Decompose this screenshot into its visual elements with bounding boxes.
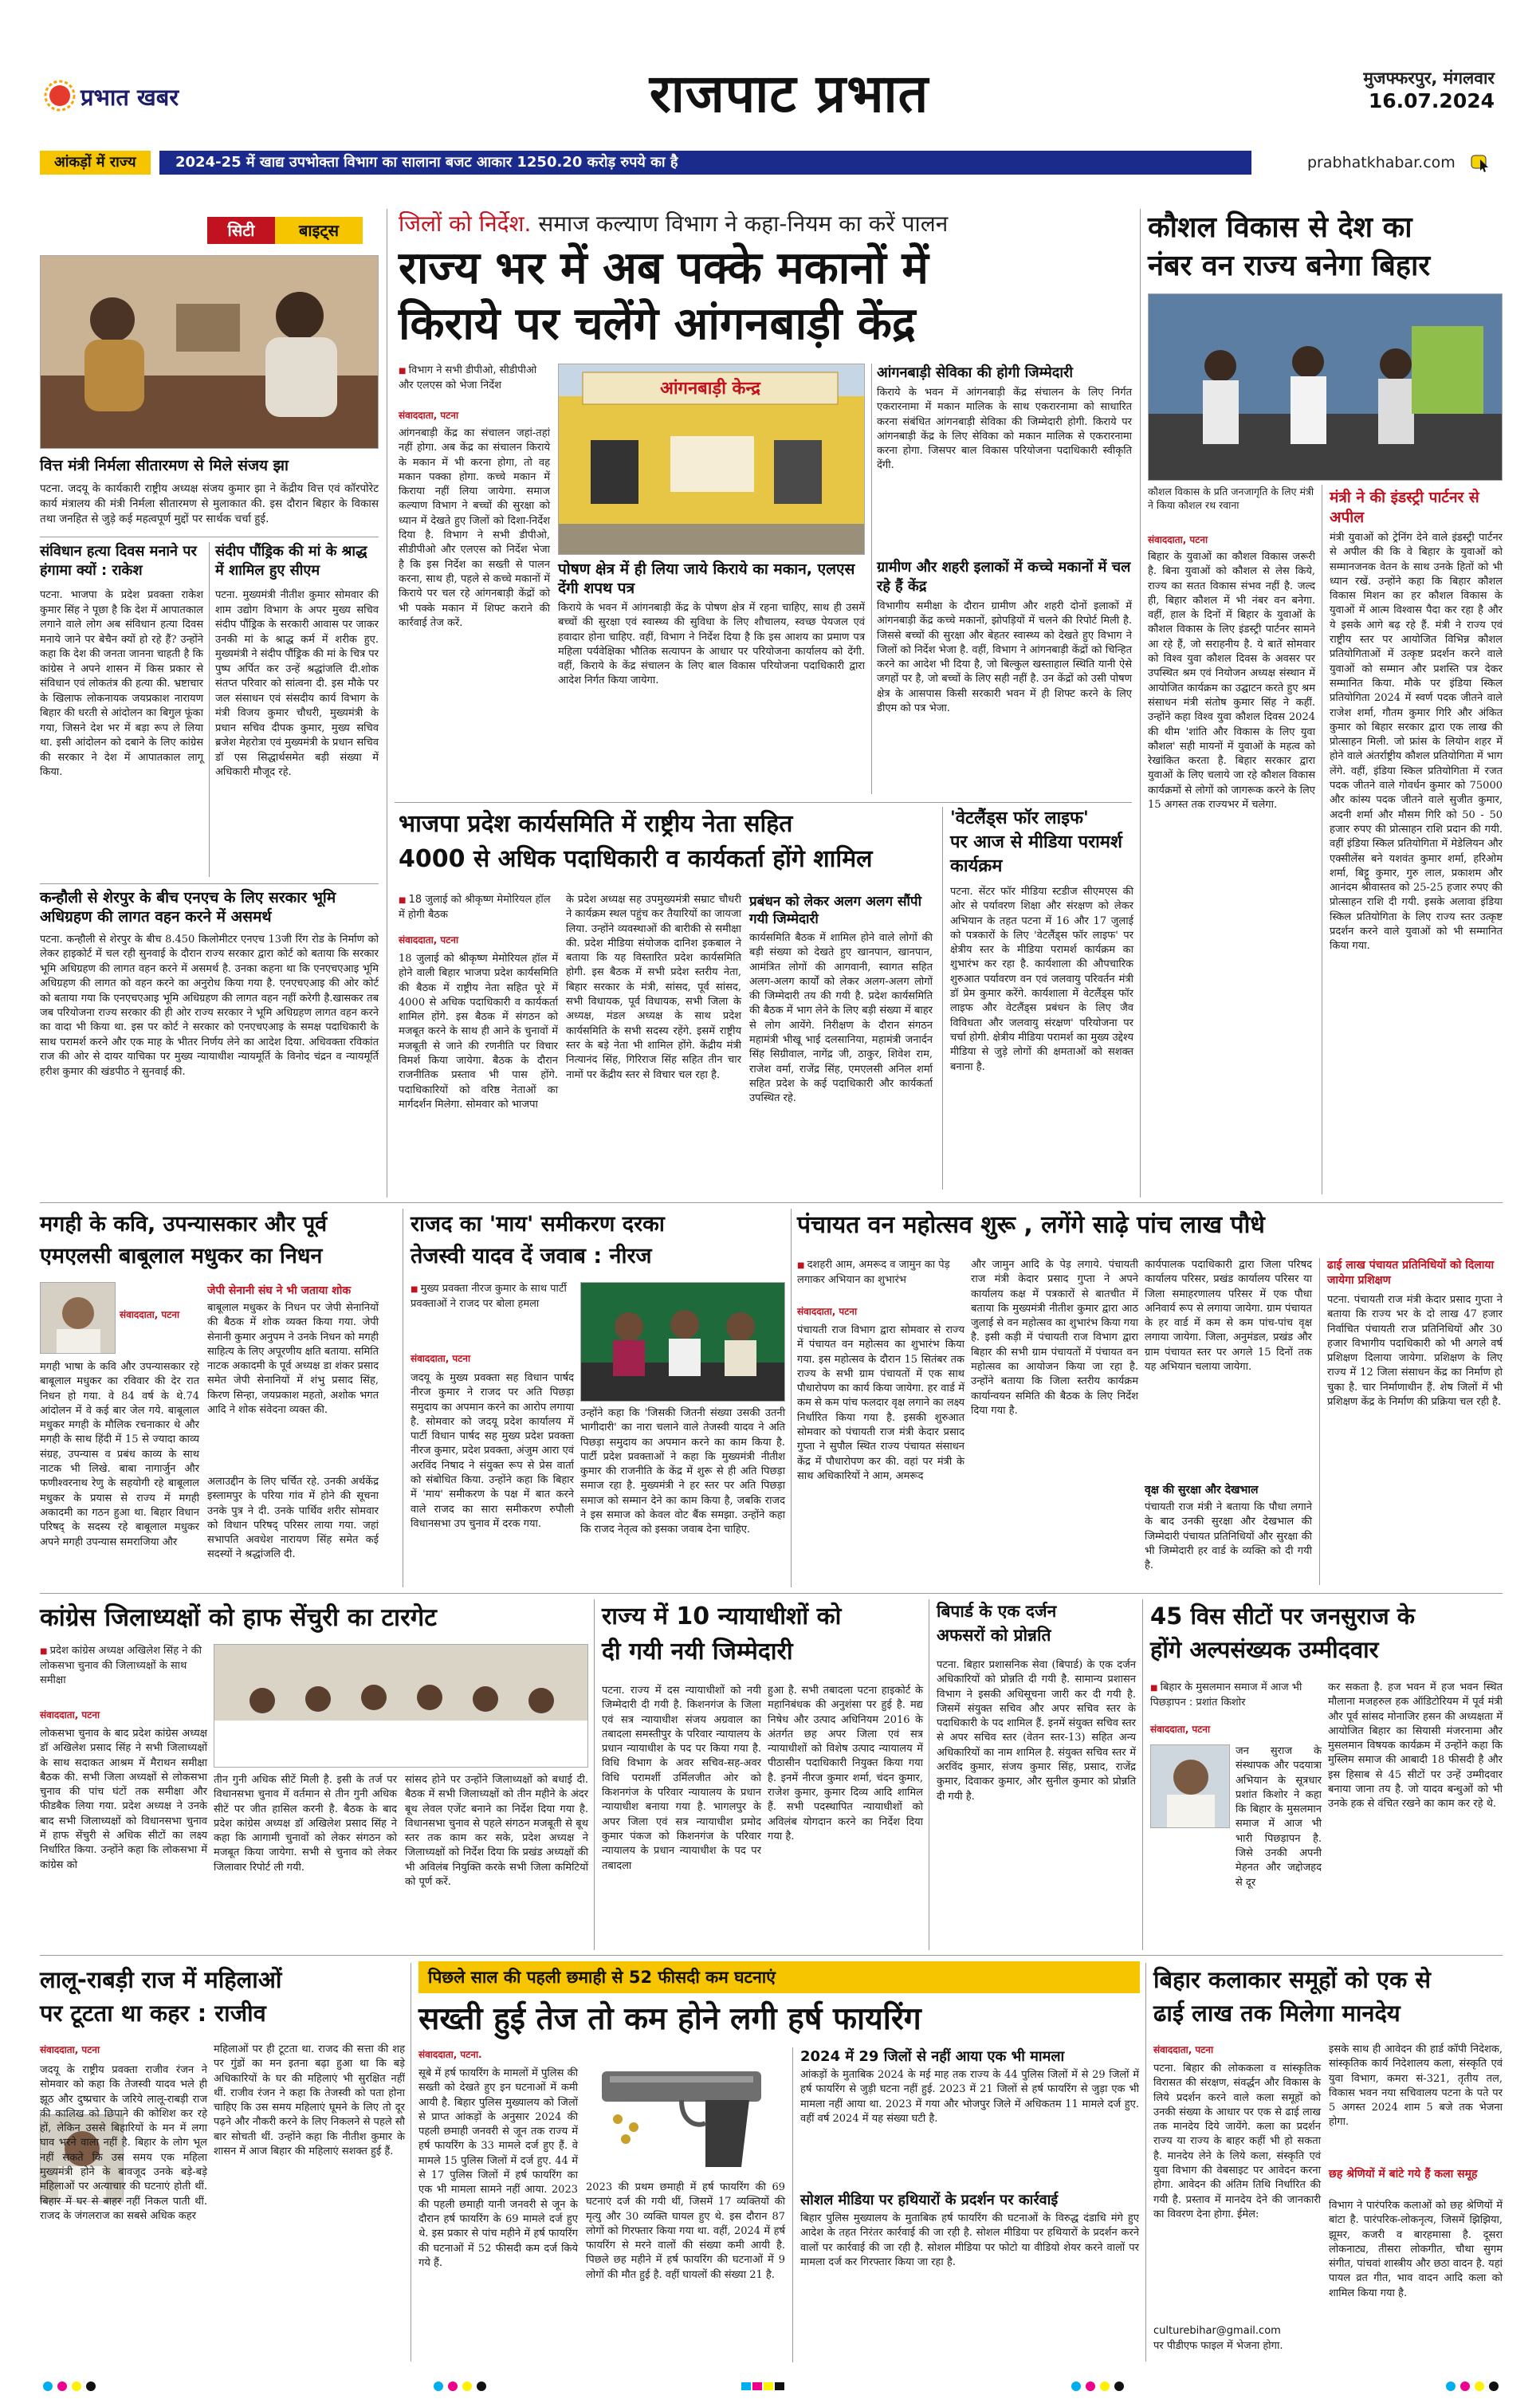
wetlands-headline-2: पर आज से मीडिया परामर्श कार्यक्रम xyxy=(950,832,1122,876)
skill-side-body: मंत्री युवाओं को ट्रेनिंग देने वाले इंडस्ट्री पार्टनर से अपील की कि वे बिहार के युवाओं को सम्मानजनक वेतन के साथ उनके हितों को भी ध्यान रखें. उन्होंने कहा कि बिहार कौशल विकास मिशन का हर कौशल विकास के युवाओं में आत्म विश्वास पैदा कर रहा है और ये इसके आगे बढ़ रहे हैं. मंत्री ने राज्य एवं राष्ट्रीय स्तर पर आयोजित विभिन्न कौशल प्रतियोगिताओं में उत्कृष्ट प्रदर्शन करने वाले युवाओं को सम्मान और प्रशस्ति पत्र देकर सम्मानित किया. मौके पर इंडिया स्किल प्रतियोगिता 2024 में स्वर्ण पदक जीतने वाले राजेश शर्मा, गौतम कुमार गिरि और अंकित कुमार को बिहार सरकार द्वारा एक लाख की प्रोत्साहन मिली. जो फ्रांस के लियोन शहर में होने वाले अंतर्राष्ट्रीय कौशल प्रतियोगिता में भाग लेंगे. वहीं, इंडिया स्किल प्रतियोगिता में रजत पदक जीतने वाले गोवर्धन कुमार को 75000 और कांस्य पदक जीतने वाले सुजीत कुमार, अदनी शर्मा और मौसम गिरि को 50 - 50 हजार रुपए की प्रोत्साहन राशि प्रदान की गयी. वहीं इंडिया स्किल प्रतियोगिता में मेडेलियन और एक्सीलेंस बने यशवंत कुमार शर्मा, हरिओम शर्मा, बिट्टू कुमार, गुरु लाल, प्रकाशम और आनंदम श्रीवास्तव को 25-25 हजार रुपए की प्रोत्साहन राशि दी गयी. इसके अलावा इंडिया स्किल प्रतियोगिता के लिए राज्य स्तर उत्कृष्ट प्रदर्शन करने वाले युवाओं को भी सम्मानित किया गया. xyxy=(1330,532,1503,953)
lead-col1: आंगनबाड़ी केंद्र का संचालन जहां-तहां नहीं होगा. अब केंद्र का संचालन किराये के मकान में भी करना होगा, तो वह मकान पक्का होगा. कच्चे मकान में किराया नहीं लिया जायेगा. समाज कल्याण विभाग ने बच्चों की सुरक्षा को ध्यान में देखते हुए जिलों को दिशा-निर्देश दिया है. विभाग ने सभी डीपीओ, सीडीपीओ और एलएस को निर्देश भेजा है कि इस निर्देश का सख्ती से पालन करना, साथ ही, पहले से कच्चे मकानों में किराये पर चल रहे आंगनबाड़ी केंद्रों को भी पक्के मकान में शिफ्ट कराने की कार्रवाई तेज करें. xyxy=(399,427,550,629)
judges-headline-2: दी गयी नयी जिम्मेदारी xyxy=(602,1638,793,1666)
congress-body2: तीन गुनी अधिक सीटें मिली है. इसी के तर्ज पर विधानसभा चुनाव में वर्तमान से तीन गुनी अधिक सीटें पर जीत हासिल करनी है. बैठक के बाद प्रदेश कांग्रेस अध्यक्ष डॉ अखिलेश प्रसाद सिंह ने कहा कि आगामी चुनावों को लेकर संगठन को मजबूत किया जायेगा. सभी से चुनाव को लेकर जिलावार रिपोर्ट ली गयी. xyxy=(214,1774,397,1874)
maghi-byline: संवाददाता, पटना xyxy=(120,1309,180,1320)
bytes-tab: बाइट्स xyxy=(275,217,363,244)
congress-body3: सांसद होने पर उन्होंने जिलाध्यक्षों को बधाई दी. बैठक में सभी जिलाध्यक्षों को तीन महीने के अंदर बूथ लेवल एजेंट बनाने का निर्देश दिया गया है. विधानसभा चुनाव से पहले संगठन मजबूती से बूथ स्तर तक काम कर सके, प्रदेश अध्यक्ष ने जिलाध्यक्षों को निर्देश दिया कि प्रखंड अध्यक्षों की भी अविलंब नियुक्ति करके सभी जिला कमिटियों को पूर्ण करें. xyxy=(405,1774,588,1889)
firing-sub2-headline: सोशल मीडिया पर हथियारों के प्रदर्शन पर कार्रवाई xyxy=(800,2192,1059,2208)
lead-bullet: ■ विभाग ने सभी डीपीओ, सीडीपीओ और एलएस को भेजा निर्देश xyxy=(399,364,550,393)
bjp-headline-1: भाजपा प्रदेश कार्यसमिति में राष्ट्रीय नेता सहित xyxy=(399,810,793,838)
congress-body1: लोकसभा चुनाव के बाद प्रदेश कांग्रेस अध्यक्ष डॉ अखिलेश प्रसाद सिंह ने सभी जिलाध्यक्षों के साथ सदाकत आश्रम में मैराथन समीक्षा बैठक की. सभी जिला अध्यक्षों से लोकसभा चुनाव की पांच घंटों तक समीक्षा और फीडबैक लिया गया. प्रदेश अध्यक्ष ने उनके बाद सभी जिलाध्यक्षों को विधानसभा चुनाव में हाफ सेंचुरी से अधिक सीटों का लक्ष्य निर्धारित किया. उन्होंने कहा कि लोकसभा में कांग्रेस को xyxy=(40,1728,207,1871)
kicker-red: जिलों को निर्देश. xyxy=(399,210,532,237)
logo-text: प्रभात खबर xyxy=(81,84,179,111)
maghi-body3: अलाउद्दीन के लिए चर्चित रहे. उनकी अर्थकेंद्र इस्लामपुर के परिया गांव में होने की सूचना उनके पुत्र ने दी. उनके पार्थिव शरीर सोमवार को विधान परिषद् परिसर लाया गया. जहां सभापति अवधेश नारायण सिंह समेत कई सदस्यों ने श्रद्धांजलि दी. xyxy=(207,1476,379,1561)
byte1-body: पटना. जदयू के कार्यकारी राष्ट्रीय अध्यक्ष संजय कुमार झा ने केंद्रीय वित्त एवं कॉरपोरेट कार्य मंत्रालय की मंत्री निर्मला सीतारमण से मुलाकात की. इस दौरान बिहार के विकास तथा जनहित से जुड़े कई महत्वपूर्ण मुद्दों पर सार्थक चर्चा हुई. xyxy=(40,482,379,525)
photo-event xyxy=(1149,294,1503,481)
byte1-headline: वित्त मंत्री निर्मला सीतारमण से मिले संजय झा xyxy=(40,457,289,474)
van-byline: संवाददाता, पटना xyxy=(797,1306,858,1317)
artists-body1-tail: पर पीडीएफ फाइल में भेजना होगा. xyxy=(1153,2340,1283,2352)
ticker-bar xyxy=(40,148,1500,177)
city-tab: सिटी xyxy=(207,217,275,244)
rjd-body1: जदयू के मुख्य प्रवक्ता सह विधान पार्षद नीरज कुमार ने राजद पर अति पिछड़ा समुदाय का अपमान करने का आरोप लगाया है. सोमवार को जदयू प्रदेश कार्यालय में पार्टी विधान पार्षद सह मुख्य प्रदेश प्रवक्ता नीरज कुमार, प्रदेश प्रवक्ता, अंजुम आरा एवं अरविंद निषाद ने संयुक्त रूप से प्रेस वार्ता को संबोधित किया. उन्होंने कहा कि बिहार में 'माय' समीकरण के पक्ष में बात करने वाले राजद का सारा समीकरण रुपौली विधानसभा उप चुनाव में दरक गया. xyxy=(411,1372,574,1530)
firing-sub1-headline: 2024 में 29 जिलों से नहीं आया एक भी मामला xyxy=(800,2048,1065,2065)
van-sub2-body: पटना. पंचायती राज मंत्री केदार प्रसाद गुप्ता ने बताया कि राज्य भर के दो लाख 47 हजार निर्वाचित पंचायती राज प्रतिनिधियों और 30 हजार विभागीय पदाधिकारी को भी अगले वर्ष प्रशिक्षण दिलाया जायेगा. प्रशिक्षण के लिए राज्य में 12 जिला संसाधन केंद्र का निर्माण हो चुका है. चार निर्माणाधीन हैं. शेष जिलों में भी प्रशिक्षण केंद्र के निर्माण की प्रक्रिया चल रही है. xyxy=(1327,1294,1503,1409)
bipard-headline-2: अफसरों को प्रोन्नति xyxy=(937,1626,1051,1645)
rajiv-body1: जदयू के राष्ट्रीय प्रवक्ता राजीव रंजन ने सोमवार को कहा कि तेजस्वी यादव भले ही झूठ और दुष्प्रचार के जरिये लालू-राबड़ी राज की कालिख को छिपाने की कोशिश कर रहे हों, लेकिन उससे बिहारियों के मन में लगा घाव भरने वाला नहीं है. बिहार के लोग भूल नहीं सकते कि उस समय एक महिला मुख्यमंत्री होने के बावजूद उनके बड़े-बड़े महिलाओं पर अत्याचार की घटनाएं होती थीं. बिहार में घर से बाहर नहीं निकल पाती थीं. राजद के जंगलराज का सबसे अधिक कहर xyxy=(40,2064,207,2222)
jansuraj-bullet: ■ बिहार के मुसलमान समाज में आज भी पिछड़ापन : प्रशांत किशोर xyxy=(1150,1681,1322,1710)
rajiv-headline-2: पर टूटता था कहर : राजीव xyxy=(40,2000,266,2027)
bjp-body1: 18 जुलाई को श्रीकृष्ण मेमोरियल हॉल में होने वाली बिहार भाजपा प्रदेश कार्यसमिति की बैठक में राष्ट्रीय नेता सहित पूरे में 4000 से अधिक पदाधिकारी व कार्यकर्ता शामिल होंगे. इस बैठक में संगठन को मजबूत करने के साथ ही आने के चुनावों में मजबूती से जाने की रणनीति पर विचार विमर्श किया जायेगा. बैठक के दौरान राजनीतिक प्रस्ताव भी पास होंगे. पदाधिकारियों को वरिष्ठ नेताओं का मार्गदर्शन मिलेगा. सोमवार को भाजपा xyxy=(399,953,558,1111)
rjd-press-photo xyxy=(580,1282,785,1402)
lead-sub2-headline: आंगनबाड़ी सेविका की होगी जिम्मेदारी xyxy=(877,364,1074,381)
bjp-body2: के प्रदेश अध्यक्ष सह उपमुख्यमंत्री सम्राट चौधरी ने कार्यक्रम स्थल पहुंच कर तैयारियों का जायजा लिया. उन्होंने व्यवस्थाओं की बारीकी से समीक्षा की. प्रदेश मीडिया संयोजक दानिश इकबाल ने बताया कि यह विस्तारित प्रदेश कार्यसमिति होगी. इस बैठक में सभी प्रदेश स्तरीय नेता, बिहार सरकार के मंत्री, सांसद, पूर्व सांसद, सभी विधायक, पूर्व विधायक, सभी जिला के अध्यक्ष, मंडल अध्यक्ष के साथ प्रदेश कार्यसमिति के सभी सदस्य रहेंगे. इसमें राष्ट्रीय स्तर के बड़े नेता भी शामिल होंगे. केंद्रीय मंत्री नित्यानंद सिंह, गिरिराज सिंह सहित तीन चार नामों पर केंद्रीय स्तर से विचार चल रहा है. xyxy=(566,894,741,1081)
artists-body1: पटना. बिहार की लोककला व सांस्कृतिक विरासत की संरक्षण, संवर्द्धन और विकास के लिये प्रदर्शन करने वाले कला समूहों को उनकी संख्या के आधार पर एक से ढाई लाख तक मानदेय दिये जायेंगे. कला का प्रदर्शन राज्य या राज्य के बाहर कहीं भी हो सकता है. मानदेय लेने के लिये कला, संस्कृति एवं युवा विभाग की वेबसाइट पर आवेदन करना होगा. आवेदन की अंतिम तिथि निर्धारित की गयी है. प्रस्ताव में मानदेय देने की जानकारी का विवरण देना होगा. ईमेल: xyxy=(1153,2063,1321,2220)
byte4-headline: कन्हौली से शेरपुर के बीच एनएच के लिए सरकार भूमि अधिग्रहण की लागत वहन करने में असमर्थ xyxy=(40,889,336,926)
firing-sub2-body: बिहार पुलिस मुख्यालय के मुताबिक हर्ष फायरिंग की घटनाओं के विरुद्ध दंडाधि मंगे हुए आदेश के तहत निरंतर कार्रवाई की जा रही है. सोशल मीडिया पर हथियारों के प्रदर्शन करने वालों पर कार्रवाई की जा रही है. सोशल मीडिया पर फोटो या वीडियो शेयर करने वालों पर मामला दर्ज कर गिरफ्तार किया जा रहा है. xyxy=(800,2212,1139,2268)
artists-body2: इसके साथ ही आवेदन की हार्ड कॉपी निदेशक, सांस्कृतिक कार्य निदेशालय कला, संस्कृति एवं युवा विभाग, कमरा सं-321, तृतीय तल, विकास भवन नया सचिवालय पटना के पते पर 5 अगस्त 2024 शाम 5 बजे तक भेजना होगा. xyxy=(1329,2043,1503,2129)
lead-headline-1: राज्य भर में अब पक्के मकानों में xyxy=(399,242,929,294)
pistol-icon xyxy=(586,2047,785,2175)
congress-byline: संवाददाता, पटना xyxy=(40,1709,100,1721)
bjp-headline-2: 4000 से अधिक पदाधिकारी व कार्यकर्ता होंगे शामिल xyxy=(399,845,873,873)
cursor-click-icon xyxy=(1471,153,1493,172)
prabhat-khabar-logo xyxy=(44,73,235,121)
van-headline: पंचायत वन महोत्सव शुरू , लगेंगे साढ़े पांच लाख पौधे xyxy=(797,1211,1265,1239)
jansuraj-headline-2: होंगे अल्पसंख्यक उम्मीदवार xyxy=(1150,1636,1379,1663)
congress-bullet: ■ प्रदेश कांग्रेस अध्यक्ष अखिलेश सिंह ने की लोकसभा चुनाव की जिलाध्यक्षों के साथ समीक्षा xyxy=(40,1644,207,1688)
artists-headline-1: बिहार कलाकार समूहों को एक से xyxy=(1153,1966,1431,1993)
skill-photo xyxy=(1148,293,1503,481)
bjp-sub-body: कार्यसमिति बैठक में शामिल होने वाले लोगों की बड़ी संख्या को देखते हुए खानपान, खानपान, आमंत्रित लोगों की आगवानी, स्वागत सहित अलग-अलग कार्यों को लेकर अलग-अलग लोगों की जिम्मेदारी तय की गयी है. प्रदेश कार्यसमिति की बैठक में भाग लेने के लिए बड़ी संख्या में बाहर से लोग आयेंगे. निरीक्षण के दौरान संगठन महामंत्री भीखू भाई दलसानिया, महामंत्री जनार्दन सिंह सिग्रीवाल, नागेंद्र जी, ठाकुर, शिवेश राम, राजेश वर्मा, राजेंद्र सिंह, एमएलसी अनिल शर्मा सहित प्रदेश के कई पदाधिकारी और कार्यकर्ता उपस्थित रहे. xyxy=(749,932,933,1105)
rjd-headline-2: तेजस्वी यादव दें जवाब : नीरज xyxy=(411,1244,652,1268)
sun-logo-icon xyxy=(44,80,76,112)
lead-sub1-headline: पोषण क्षेत्र में ही लिया जाये किराये का मकान, एलएस देंगी शपथ पत्र xyxy=(558,560,855,597)
wetlands-body: पटना. सेंटर फॉर मीडिया स्टडीज सीएमएस की ओर से पर्यावरण शिक्षा और संरक्षण को लेकर अभियान के तहत पटना में 16 और 17 जुलाई को पत्रकारों के लिए 'वेटलैंड्स फॉर लाइफ' पर क्षेत्रीय स्तर के मीडिया परामर्श कार्यक्रम का शुभारंभ कर रहा है. कार्यशाला की औपचारिक शुरुआत पर्यावरण वन एवं जलवायु परिवर्तन मंत्री डॉ प्रेम कुमार करेंगे. कार्यशाला में वेटलैंड्स फॉर लाइफ और वेटलैंड्स प्रबंधन के लिए जैव विविधता और जलवायु संरक्षण' परियोजना पर चर्चा होगी. क्षेत्रीय मीडिया परामर्श का मुख्य उद्देश्य मीडिया से जुड़े लोगों की क्षमताओं को सशक्त बनाना है. xyxy=(950,886,1133,1073)
maghi-headline-2: एमएलसी बाबूलाल मधुकर का निधन xyxy=(40,1244,323,1268)
anganwadi-sign: आंगनबाड़ी केन्द्र xyxy=(660,379,760,399)
van-sub2-headline: ढाई लाख पंचायत प्रतिनिधियों को दिलाया जायेगा प्रशिक्षण xyxy=(1327,1259,1495,1287)
byte3-headline: संदीप पौंड्रिक की मां के श्राद्ध में शामिल हुए सीएम xyxy=(215,543,367,579)
kicker-text: समाज कल्याण विभाग ने कहा-नियम का करें पालन xyxy=(538,210,949,237)
rajiv-byline: संवाददाता, पटना xyxy=(40,2044,100,2055)
firing-sub1-body: आंकड़ों के मुताबिक 2024 के मई माह तक राज्य के 44 पुलिस जिलों में से 29 जिलों में हर्ष फायरिंग से जुड़ी घटना नहीं हुई. 2023 में 21 जिलों से हर्ष फायरिंग से जुड़ा एक भी मामला नहीं आया था. 2023 में गया और भोजपुर जिले में अधिकतम 11 मामले दर्ज हुए. वहीं वर्ष 2024 में यह संख्या घटी है. xyxy=(800,2069,1139,2125)
artists-email[interactable]: culturebihar@gmail.com xyxy=(1153,2325,1281,2337)
ticker-label: आंकड़ों में राज्य xyxy=(40,151,151,175)
bjp-byline: संवाददाता, पटना xyxy=(399,934,459,946)
maghi-headline-1: मगही के कवि, उपन्यासकार और पूर्व xyxy=(40,1212,328,1237)
jansuraj-headline-1: 45 विस सीटों पर जनसुराज के xyxy=(1150,1603,1416,1630)
lead-sub2-body: किराये के भवन में आंगनबाड़ी केंद्र संचालन के लिए निर्गत एकरारनामा में मकान मालिक के साथ एकरारनामा को साधारित करना संबंधित आंगनबाड़ी सेविका की जिम्मेदारी होगी. किराये पर आंगनबाड़ी केंद्र के लिए सेविका को मकान मालिक से एकरारनामा करना होगा. जिसपर बाल विकास परियोजना पदाधिकारी स्वीकृति देंगी. xyxy=(877,387,1132,472)
bjp-bullet: ■ 18 जुलाई को श्रीकृष्ण मेमोरियल हॉल में होगी बैठक xyxy=(399,893,558,922)
ticker-text: 2024-25 में खाद्य उपभोक्ता विभाग का सालाना बजट आकार 1250.20 करोड़ रुपये का है xyxy=(175,154,678,171)
congress-headline: कांग्रेस जिलाध्यक्षों को हाफ सेंचुरी का टारगेट xyxy=(40,1603,437,1632)
skill-side-headline: मंत्री ने की इंडस्ट्री पार्टनर से अपील xyxy=(1330,489,1479,526)
lead-sub3-headline: ग्रामीण और शहरी इलाकों में कच्चे मकानों में चल रहे हैं केंद्र xyxy=(877,559,1131,595)
lead-sub3-body: विभागीय समीक्षा के दौरान ग्रामीण और शहरी दोनों इलाकों में आंगनबाड़ी केंद्र कच्चे मकानों, झोपड़ियों में चलने की रिपोर्ट मिली है. जिससे बच्चों की सुरक्षा और बेहतर स्वास्थ्य को देखते हुए विभाग ने जिलों को निर्देश भेजा है. वहीं, विभाग ने आंगनबाड़ी केंद्रों को चिन्हित करने का आदेश भी दिया है, जो बिल्कुल खस्ताहाल स्थिति यानी ऐसे जगहों पर है, जो बच्चों के लिए सही नहीं है. उन केंद्रों को उसी पोषण क्षेत्र के आसपास किसी सरकारी भवन में ही शिफ्ट करने के लिए डीएम को पत्र भेजा. xyxy=(877,600,1132,715)
jansuraj-body1: जन सुराज के संस्थापक और पदयात्रा अभियान के सूत्रधार प्रशांत किशोर ने कहा कि बिहार के मुसलमान समाज में आज भी भारी पिछड़ापन है. जिसे उनकी अपनी मेहनत और जद्दोजहद से दूर xyxy=(1236,1745,1322,1889)
byte2-body: पटना. भाजपा के प्रदेश प्रवक्ता राकेश कुमार सिंह ने पूछा है कि देश में आपातकाल लगाने वाले लोग अब संविधान हत्या दिवस मनाये जाने पर बेचैन क्यों हो रहे हैं? उन्होंने कहा कि देश की जनता जानना चाहती है कि कांग्रेस ने अपने शासन में किस प्रकार से संविधान एवं लोकतंत्र की हत्या की. भ्रष्टाचार के खिलाफ लोकनायक जयप्रकाश नारायण बिहार की धरती से आंदोलन का बिगुल फूंका गया, जिसने देश भर में बड़ा रूप ले लिया था. इसी आंदोलन को दबाने के लिए कांग्रेस की सरकार ने देश में आपातकाल लागू किया. xyxy=(40,589,203,778)
maghi-body1: मगही भाषा के कवि और उपन्यासकार रहे बाबूलाल मधुकर का रविवार की देर रात निधन हो गया. वे 84 वर्ष के थे.74 आंदोलन में वे कई बार जेल गये. बाबूलाल मधुकर मगही के मौलिक रचनाकार थे और मगही के साथ हिंदी में 15 से ज्यादा काव्य संग्रह, उपन्यास व प्रबंध काव्य के साथ नाटक भी लिखे. बाबा नागार्जुन और फणीश्वरनाथ रेणु के सहयोगी रहे बाबूलाल मधुकर के प्रयास से राज्य में मगही अकादमी का गठन हुआ था. बिहार विधान परिषद् के सदस्य रहे बाबूलाल मधुकर अपने मगही उपन्यास समराजिया और xyxy=(40,1361,199,1548)
photo-sitharaman-jha xyxy=(40,255,379,449)
van-body2: और जामुन आदि के पेड़ लगाये. पंचायती राज मंत्री केदार प्रसाद गुप्ता ने अपने कार्यालय कक्ष में पत्रकारों से बातचीत में बताया कि मुख्यमंत्री नीतीश कुमार द्वारा आठ जुलाई से वन महोत्सव का शुभारंभ किया गया है. इसी कड़ी में पंचायती राज विभाग द्वारा बिहार की सभी ग्राम पंचायतों में पंचायत वन महोत्सव का आयोजन किया जा रहा है. उन्होंने बताया कि जिला स्तरीय कार्यक्रम कार्यान्वयन समिति की बैठक के लिए निर्देश दिया गया है. xyxy=(971,1259,1138,1417)
prashant-kishor-photo xyxy=(1150,1744,1230,1828)
rjd-headline-1: राजद का 'माय' समीकरण दरका xyxy=(411,1212,665,1237)
masthead xyxy=(0,0,1540,171)
registration-marks xyxy=(40,2380,1503,2393)
lead-byline: संवाददाता, पटना xyxy=(399,410,459,421)
rjd-byline: संवाददाता, पटना xyxy=(411,1353,471,1364)
jansuraj-body2: कर सकता है. हज भवन में हज भवन स्थित मौलाना मजहरुल हक ऑडिटोरियम में पूर्व मंत्री और पूर्व सांसद मोनाजिर हसन की अध्यक्षता में आयोजित बिहार का सियासी मंजरनामा और मुसलमान विषयक कार्यक्रम में उन्होंने कहा कि मुस्लिम समाज की आबादी 18 फीसदी है और इस हिसाब से 45 सीटों पर उन्हें उम्मीदवार बनाया जाना तय है. जो यादव बन्धुओं को भी उनके हक से वंचित रखने का काम कर रहे थे. xyxy=(1328,1681,1503,1811)
website-link[interactable]: prabhatkhabar.com xyxy=(1307,154,1456,171)
van-sub1-headline: वृक्ष की सुरक्षा और देखभाल xyxy=(1145,1484,1259,1497)
congress-meeting-photo xyxy=(214,1644,588,1768)
rajiv-body2: महिलाओं पर ही टूटता था. राजद की सत्ता की शह पर गुंडों का मन इतना बढ़ा हुआ था कि बड़े अधिकारियों के घर की महिलाएं भी सुरक्षित नहीं थीं. राजीव रंजन ने कहा कि तेजस्वी को पता होना चाहिए कि उस समय महिलाएं घूमने के लिए तो दूर पढ़ने और नौकरी करने के लिए निकलने से पहले सौ बार सोचती थीं. उन्होंने कहा कि नीतीश कुमार के शासन में आज बिहार की महिलाएं सशक्त हुई हैं. xyxy=(214,2043,405,2158)
date: 16.07.2024 xyxy=(1368,89,1495,112)
skill-body: बिहार के युवाओं का कौशल विकास जरूरी है. बिना युवाओं को कौशल से लेस किये, राज्य का सतत विकास संभव नहीं है. जल्द ही, बिहार कौशल में भी नंबर वन बनेगा. वहीं, हाल के दिनों में बिहार के युवाओं के कौशल विकास के लिए इंडस्ट्री पार्टनर सामने आ रहे हैं, जो सराहनीय है. ये बातें सोमवार को विश्व युवा कौशल दिवस के अवसर पर उपस्थित श्रम एवं नियोजन अध्यक्ष संस्थान में आयोजित कार्यक्रम का उद्घाटन करते हुए श्रम संसाधन मंत्री संतोष कुमार सिंह ने कहीं. उन्होंने कहा विश्व युवा कौशल दिवस 2024 की थीम 'शांति और विकास के लिए युवा कौशल' सही मायनों में युवाओं के महत्व को रेखांकित करता है. बिहार सरकार द्वारा युवाओं के लिए चलाये जा रहे कौशल विकास कार्यक्रमों से लोगों को जागरूक करने के लिए 15 अगस्त तक राज्यभर में चलेगा. xyxy=(1148,551,1315,812)
byte4-body: पटना. कन्हौली से शेरपुर के बीच 8.450 किलोमीटर एनएच 13जी रिंग रोड के निर्माण को लेकर हाइकोर्ट में चल रही सुनवाई के दौरान राज्य सरकार द्वारा कोर्ट को बताया कि सरकार भूमि अधिग्रहण की लागत वहन करने में असमर्थ है. उनका कहना था कि एनएचएआइ भूमि अधिग्रहण की लागत को वहन करने का अनुरोध किया गया है. एनएचएआइ की ओर कोर्ट को बताया गया कि एनएचएआइ भूमि अधिग्रहण की लागत वहन नहीं करेगी है.खासकर तब जब परियोजना राज्य सरकार की ही ओर राज्य सरकार ने भूमि अधिग्रहण लागत वहन करने का वादा भी किया था. इस पर कोर्ट ने सरकार को एनएचएआइ के समक्ष पदाधिकारी के साथ परामर्श करने और एक माह के भीतर निर्णय लेने का आदेश दिया. अधिवक्ता रविकांत राज की ओर से दायर याचिका पर मुख्य न्यायाधीश न्यायमूर्ति के विनोद चंद्रन व न्यायमूर्ति हरीश कुमार की खंडपीठ ने सुनवाई की. xyxy=(40,934,379,1078)
lead-sub1-body: किराये के भवन में आंगनबाड़ी केंद्र के पोषण क्षेत्र में रहना चाहिए, साथ ही उसमें बच्चों की सुरक्षा एवं स्वास्थ्य की सुविधा के लिए शौचालय, स्वच्छ पेयजल एवं हवादार होना चाहिए. वहीं, विभाग ने निर्देश दिया है कि इस आशय का प्रमाण पत्र महिला पर्यवेक्षिका भौतिक सत्यापन के आधार पर परियोजना कार्यालय को देंगी. वहीं, किराये के केंद्र संचालन के लिए बाल विकास परियोजना पदाधिकारी द्वारा आदेश निर्गत किया जायेगा. xyxy=(558,602,865,687)
artists-sub-body: विभाग ने पारंपरिक कलाओं को छह श्रेणियों में बांटा है. पारंपरिक-लोकनृत्य, जिसमें झिझिया, झूमर, कजरी व बारहमासा है. दूसरा लोकनाट्य, तीसरा लोकगीत, चौथा सुगम संगीत, पांचवां शास्त्रीय और छठा वादन है. यहां पायल व्रत गीत, भाव वादन आदि कला को शामिल किया गया है. xyxy=(1329,2200,1503,2299)
city-day: मुजफ्फरपुर, मंगलवार xyxy=(1363,69,1495,88)
lead-headline-2: किराये पर चलेंगे आंगनबाड़ी केंद्र xyxy=(399,298,916,350)
firing-headline: सख्ती हुई तेज तो कम होने लगी हर्ष फायरिंग xyxy=(418,2001,921,2037)
firing-body2: 2023 की प्रथम छमाही में हर्ष फायरिंग की 69 घटनाएं दर्ज की गयी थीं, जिसमें 17 व्यक्तियों की मृत्यु और 30 व्यक्ति घायल हुए थे. इस दौरान 87 लोगों को गिरफ्तार किया गया था. वहीं, 2024 में हर्ष फायरिंग से मरने वालों की संख्या कमी आयी है. पिछले छह महीने में हर्ष फायरिंग की घटनाओं में 9 लोगों की मौत हुई है. वहीं घायलों की संख्या 21 है. xyxy=(586,2181,785,2281)
judges-headline-1: राज्य में 10 न्यायाधीशों को xyxy=(602,1603,842,1630)
firing-byline: संवाददाता, पटना. xyxy=(418,2049,482,2060)
maghi-sub-headline: जेपी सेनानी संघ ने भी जताया शोक xyxy=(207,1284,352,1297)
judges-body1: पटना. राज्य में दस न्यायाधीशों को नयी जिम्मेदारी दी गयी है. किशनगंज के जिला एवं सत्र न्यायाधीश संजय अग्रवाल का तबादला समस्तीपुर के परिवार न्यायालय के प्रधान न्यायाधीश के पद पर किया गया है. विधि विभाग के अवर सचिव-सह-अवर विधि परामर्शी उर्मिलजीत ओर को किशनगंज के परिवार न्यायालय के प्रधान न्यायाधीश बनाया गया है. भागलपुर के अपर जिला एवं सत्र न्यायाधीश प्रमोद कुमार पंकज को किशनगंज के परिवार न्यायालय के प्रधान न्यायाधीश के पद पर तबादला xyxy=(602,1685,761,1872)
van-bullet: ■ दशहरी आम, अमरूद व जामुन का पेड़ लगाकर अभियान का शुभारंभ xyxy=(797,1258,964,1288)
artists-headline-2: ढाई लाख तक मिलेगा मानदेय xyxy=(1153,2000,1401,2027)
skill-byline: संवाददाता, पटना xyxy=(1148,534,1208,545)
maghi-body2: बाबूलाल मधुकर के निधन पर जेपी सेनानियों की बैठक में शोक व्यक्त किया गया. जेपी सेनानी कुमार अनुपम ने उनके निधन को मगही साहित्य के लिए अपूरणीय क्षति बताया. समिति नाटक अकादमी के पूर्व अध्यक्ष डा शंकर प्रसाद समेत जेपी सेनानियों में शंभु प्रसाद सिंह, किरण सिन्हा, जयप्रकाश महतो, अशोक भगत आदि ने शोक संवेदना व्यक्त की. xyxy=(207,1302,379,1417)
skill-caption: कौशल विकास के प्रति जनजागृति के लिए मंत्री ने किया कौशल रथ रवाना xyxy=(1148,486,1314,511)
bjp-sub-headline: प्रबंधन को लेकर अलग अलग सौंपी गयी जिम्मेदारी xyxy=(749,894,921,927)
artists-sub-headline: छह श्रेणियों में बांटे गये हैं कला समूह xyxy=(1329,2168,1478,2181)
rjd-bullet: ■ मुख्य प्रवक्ता नीरज कुमार के साथ पार्टी प्रवक्ताओं ने राजद पर बोला हमला xyxy=(411,1282,574,1312)
skill-headline-2: नंबर वन राज्य बनेगा बिहार xyxy=(1148,250,1431,282)
dateline xyxy=(1275,67,1495,112)
page-title: राजपाट प्रभात xyxy=(649,63,929,124)
judges-body2: हुआ है. सभी तबादला पटना हाइकोर्ट के महानिबंधक की अनुशंसा पर हुई है. मद्य निषेध और उत्पाद अधिनियम 2016 के अंतर्गत छह अपर जिला एवं सत्र न्यायाधीशों को विशेष उत्पाद न्यायालय में पीठासीन पदाधिकारी नियुक्त किया गया है. इनमें नीरज कुमार शर्मा, चंदन कुमार, राजेश कुमार, कुमार दिव्य आदि शामिल हैं. सभी पदस्थापित न्यायाधीशों को अविलंब योगदान करने का निर्देश दिया गया है. xyxy=(768,1685,923,1843)
byte3-body: पटना. मुख्यमंत्री नीतीश कुमार सोमवार की शाम उद्योग विभाग के अपर मुख्य सचिव संदीप पौंड्रिक के सरकारी आवास पर जाकर उनकी मां के श्राद्ध कर्म में शरीक हुए. मुख्यमंत्री ने संदीप पौंड्रिक की मां के चित्र पर पुष्प अर्पित कर उन्हें श्रद्धांजलि दी.शोक संतप्त परिवार को सांत्वना दी. इस मौके पर जल संसाधन एवं संसदीय कार्य विभाग के मंत्री विजय कुमार चौधरी, मुख्यमंत्री के प्रधान सचिव दीपक कुमार, मुख्य सचिव ब्रजेश मेहरोत्रा एवं मुख्यमंत्री के प्रधान सचिव डॉ एस सिद्धार्थसमेत बड़ी संख्या में अधिकारी मौजूद रहे. xyxy=(215,589,379,778)
firing-kicker: पिछले साल की पहली छमाही से 52 फीसदी कम घटनाएं xyxy=(418,1961,1140,1993)
van-sub1-body: पंचायती राज मंत्री ने बताया कि पौधा लगाने के बाद उनकी सुरक्षा और देखभाल की जिम्मेदारी पंचायत प्रतिनिधियों और सुरक्षा की भी जिम्मेदारी हर वार्ड के व्यक्ति को दी गयी है. xyxy=(1145,1501,1312,1572)
bipard-body: पटना. बिहार प्रशासनिक सेवा (बिपार्ड) के एक दर्जन अधिकारियों को प्रोन्नति दी गयी है. सामान्य प्रशासन विभाग ने इसकी अधिसूचना जारी कर दी गयी है. जिसमें संयुक्त सचिव और अपर सचिव स्तर के पदाधिकारी के पद शामिल हैं. इनमें संयुक्त सचिव स्तर से अपर सचिव स्तर (वेतन स्तर-13) सहित अन्य अधिकारियों का नाम शामिल है. संयुक्त सचिव स्तर में अरविंद कुमार, संजय कुमार सिंह, प्रसाद, राजेंद्र कुमार, दिवाकर कुमार, और सुनील कुमार को प्रोन्नति दी गयी है. xyxy=(937,1659,1136,1803)
artists-byline: संवाददाता, पटना xyxy=(1153,2044,1214,2055)
anganwadi-photo xyxy=(558,364,865,555)
byte2-headline: संविधान हत्या दिवस मनाने पर हंगामा क्यों : राकेश xyxy=(40,543,197,579)
wetlands-headline-1: 'वेटलैंड्स फॉर लाइफ' xyxy=(950,808,1089,828)
gun-illustration xyxy=(586,2047,785,2175)
print-color-bar xyxy=(40,2380,1503,2393)
photo-meeting xyxy=(41,256,379,449)
firing-body1: सूबे में हर्ष फायरिंग के मामलों में पुलिस की सख्ती को देखते हुए इन घटनाओं में कमी आयी है. बिहार पुलिस मुख्यालय को जिलों से प्राप्त आंकड़ों के अनुसार 2024 की पहली छमाही जनवरी से जून तक राज्य में हर्ष फायरिंग के 33 मामले दर्ज हुए हैं. वे मामले 15 पुलिस जिलों में दर्ज हुए. 44 में से 17 पुलिस जिलों में हर्ष फायरिंग का एक भी मामला सामने नहीं आया. 2023 की पहली छमाही यानी जनवरी से जून के दौरान हर्ष फायरिंग के 69 मामले दर्ज हुए थे. इस प्रकार से पांच महीने में हर्ष फायरिंग की घटनाओं में 52 फीसदी कम दर्ज किये गये हैं. xyxy=(418,2067,578,2269)
bipard-headline-1: बिपार्ड के एक दर्जन xyxy=(937,1602,1057,1621)
rajiv-headline-1: लालू-राबड़ी राज में महिलाओं xyxy=(40,1966,282,1993)
lead-kicker xyxy=(399,209,1132,239)
madhukar-photo xyxy=(40,1282,116,1354)
van-body3: कार्यपालक पदाधिकारी द्वारा जिला परिषद कार्यालय परिसर, प्रखंड कार्यालय परिसर या जिला समाहरणालय परिसर में एक पौधा अनिवार्य रूप से लगाया जायेगा. ग्राम पंचायत के हर वार्ड में कम से कम पांच-पांच वृक्ष लगाया जायेगा. जिला, अनुमंडल, प्रखंड और ग्राम पंचायत स्तर पर अगले 15 दिनों तक यह अभियान चलाया जायेगा. xyxy=(1145,1259,1312,1374)
rjd-body2: उन्होंने कहा कि 'जिसकी जितनी संख्या उसकी उतनी भागीदारी' का नारा चलाने वाले तेजस्वी यादव ने अति पिछड़ा समुदाय का अपमान करने का काम किया है. पार्टी प्रदेश प्रवक्ताओं ने कहा कि मुख्यमंत्री नीतीश कुमार की राजनीति के केंद्र में शुरू से ही अति पिछड़ा समाज रहा है. मुख्यमंत्री ने हर स्तर पर अति पिछड़ा समाज को सम्मान देने का काम किया है, जबकि राजद ने इस समाज को केवल वोट बैंक समझा. उन्होंने कहा कि राजद नेतृत्व को इसका जवाब देना चाहिए. xyxy=(580,1407,785,1536)
jansuraj-byline: संवाददाता, पटना xyxy=(1150,1724,1211,1735)
city-bytes-tab xyxy=(40,212,379,249)
skill-headline-1: कौशल विकास से देश का xyxy=(1148,211,1412,244)
van-body1: पंचायती राज विभाग द्वारा सोमवार से राज्य में पंचायत वन महोत्सव का शुभारंभ किया गया. इस महोत्सव के दौरान 15 सितंबर तक राज्य के सभी ग्राम पंचायतों में एक साथ पौधारोपण का कार्य किया जायेगा. हर वार्ड में कम से कम पांच फलदार वृक्ष लगाने का लक्ष्य निर्धारित किया गया है. इसकी शुरुआत सोमवार को पंचायती राज मंत्री केदार प्रसाद गुप्ता ने सुपौल स्थित राज्य पंचायत संसाधन केंद्र में पौधारोपण कर की. वहां पर मंत्री के साथ अधिकारियों ने आम, अमरूद xyxy=(797,1324,964,1482)
